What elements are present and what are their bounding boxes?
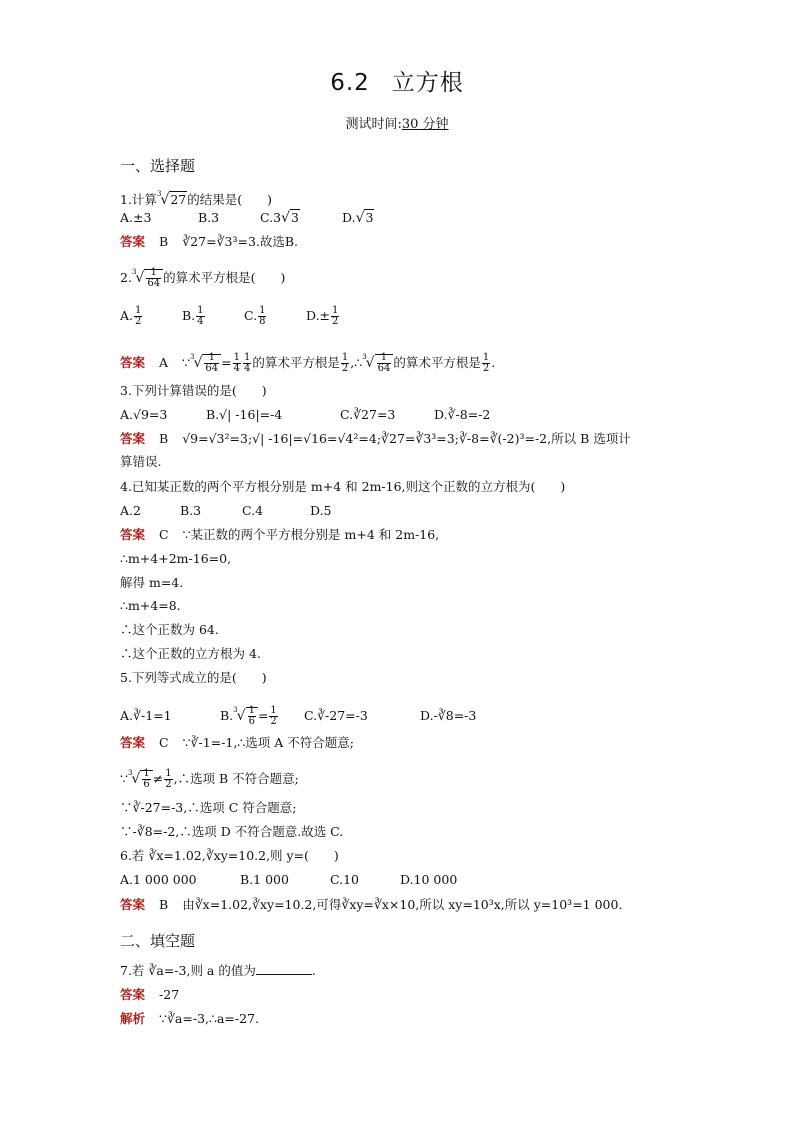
analysis-7 [120,1010,259,1028]
denominator: 6 [248,716,255,727]
answer-text: 的算术平方根是 [252,355,340,370]
numerator: 1 [146,268,161,279]
denominator: 8 [259,316,266,327]
question-7 [120,962,316,980]
q2-stem: 2. [120,270,132,285]
answer-5-line: ∵∛-27=-3,∴选项 C 符合题意; [120,800,297,815]
denominator: 64 [147,278,161,289]
question-6: 6.若 ∛x=1.02,∛xy=10.2,则 y=( ) [120,848,339,863]
answer-letter: B [159,431,169,446]
numerator: 1 [341,352,349,363]
not-equal: ≠ [152,771,164,786]
therefore-symbol: ,∴ [350,355,363,370]
analysis-text: ∵∛a=-3,∴a=-27. [159,1011,259,1026]
denominator: 4 [233,363,240,374]
option-a-text: A. [120,308,134,323]
answer-7 [120,986,179,1004]
answer-end: . [491,355,496,370]
answer-1 [120,233,298,251]
numerator: 1 [165,768,172,779]
section-number: 6.2 [330,70,370,96]
numerator: 1 [270,705,277,716]
answer-line: ∵∛-1=-1,∴选项 A 不符合题意; [182,735,354,750]
answer-4-line: ∴m+4+2m-16=0, [120,551,232,566]
answer-text: -27 [159,987,180,1002]
question-2-options [120,306,340,327]
option-b [182,306,244,327]
denominator: 4 [197,316,204,327]
because-symbol: ∵ [120,771,128,786]
option-a: A.2 [120,503,141,518]
numerator: 1 [204,353,219,364]
analysis-label: 解析 [120,1011,146,1026]
denominator: 2 [341,363,349,374]
radicand: 3 [290,210,299,225]
denominator: 2 [165,779,172,790]
question-3-options [120,406,490,424]
option-b: B.$^3$√ $\frac{1}{6}$ = $\frac{1}{2}$ [220,705,277,727]
denominator: 2 [332,316,339,327]
option-d [306,306,340,327]
option-d: D.√3 [342,210,374,226]
option-d-text: D. [342,210,356,225]
answer-text-tail: 的算术平方根是 [393,355,481,370]
question-5: 5.下列等式成立的是( ) [120,670,267,685]
equals: = [257,708,269,723]
page-title [0,64,794,97]
numerator: 1 [482,352,490,363]
answer-4-line: ∴这个正数的立方根为 4. [120,646,261,661]
answer-letter: C [159,527,169,542]
option-c-text: C.3 [260,210,282,225]
answer-label: 答案 [120,897,146,912]
question-1-options [120,209,374,227]
answer-text: 由∛x=1.02,∛xy=10.2,可得∛xy=∛x×10,所以 xy=10³x,所以 y=10³=1 000. [182,897,623,912]
numerator: 1 [248,705,255,716]
time-label: 测试时间: [345,117,402,132]
option-b: B.3 [180,503,202,518]
q1-stem-end: 的结果是( ) [187,192,272,207]
answer-4-line: 解得 m=4. [120,575,184,590]
option-a [120,306,182,327]
denominator: 64 [377,363,391,374]
option-d-text: D.± [306,308,331,323]
numerator: 1 [332,305,339,316]
answer-label: 答案 [120,431,146,446]
question-1 [120,185,272,209]
radicand: 3 [365,210,374,225]
option-d: D.10 000 [400,872,458,887]
answer-5 [120,734,354,752]
option-a: A.±3 [120,210,152,225]
question-6-options [120,871,457,889]
title-text: 立方根 [391,70,464,96]
option-a: A.√9=3 [120,407,168,422]
q7-stem-end: . [311,963,316,978]
answer-2: 答案 A ∵$^3$√ $\frac{1}{64}$ = $\frac{1}{4}$ $\frac{1}{4}$ 的算术平方根是 $\frac{1}{2}$ ,∴$^3$√ $\frac{1}{64}$ 的算术平方根是 $\frac{1}{2}$ . [120,352,496,374]
option-b-text: B. [182,308,196,323]
answer-text: ,∴选项 B 不符合题意; [173,771,299,786]
answer-6 [120,896,622,914]
answer-letter: C [159,735,169,750]
option-b: B.1 000 [240,872,289,887]
q1-stem: 1.计算 [120,192,157,207]
time-value: 30 分钟 [401,117,449,132]
q7-stem: 7.若 ∛a=-3,则 a 的值为 [120,963,256,978]
option-d: D.5 [310,503,332,518]
answer-text: √9=√3²=3;√| -16|=√16=√4²=4;∛27=∛3³=3;∛-8=∛(-2)³=-2,所以 B 选项计 [182,431,631,446]
answer-label: 答案 [120,987,146,1002]
option-c-text: C. [244,308,258,323]
denominator: 2 [135,316,142,327]
answer-4-line: ∴这个正数为 64. [120,622,219,637]
answer-4-line: ∴m+4=8. [120,598,181,613]
section-heading-fill: 二、填空题 [120,932,196,950]
question-3: 3.下列计算错误的是( ) [120,383,267,398]
answer-blank [256,974,312,975]
answer-5-line: ∵$^3$√ $\frac{1}{6}$ ≠ $\frac{1}{2}$ ,∴选项 B 不符合题意; [120,768,299,790]
denominator: 4 [243,363,251,374]
option-c: C.10 [330,872,359,887]
equals: = [221,355,232,370]
option-a: A.1 000 000 [120,872,197,887]
option-b: B.√| -16|=-4 [206,407,283,422]
question-4: 4.已知某正数的两个平方根分别是 m+4 和 2m-16,则这个正数的立方根为( ) [120,479,566,494]
option-c: C.3√3 [260,210,299,226]
section-heading-choice: 一、选择题 [120,157,196,175]
denominator: 6 [143,779,150,790]
option-a: A.∛-1=1 [120,708,172,723]
answer-3 [120,430,631,448]
denominator: 2 [482,363,490,374]
denominator: 64 [205,363,219,374]
option-c: C.∛-27=-3 [304,708,368,723]
answer-letter: A [159,355,169,370]
numerator: 1 [259,305,266,316]
question-4-options [120,502,332,520]
answer-letter: B [159,234,169,249]
answer-letter: B [159,897,169,912]
answer-label: 答案 [120,234,146,249]
numerator: 1 [233,352,240,363]
question-2: 2.$^3$√ $\frac{1}{64}$ 的算术平方根是( ) [120,267,286,289]
answer-text: ∛27=∛3³=3.故选B. [182,234,299,249]
numerator: 1 [197,305,204,316]
because-symbol: ∵ [182,355,190,370]
test-time [0,113,794,132]
answer-4 [120,526,439,544]
option-c: C.4 [242,503,264,518]
answer-label: 答案 [120,527,146,542]
question-5-options [120,701,476,727]
answer-5-line: ∵-∛8=-2,∴选项 D 不符合题意.故选 C. [120,824,344,839]
answer-line: ∵某正数的两个平方根分别是 m+4 和 2m-16, [182,527,440,542]
option-d: D.∛-8=-2 [434,407,491,422]
numerator: 1 [243,352,251,363]
denominator: 2 [270,716,277,727]
option-c [244,306,306,327]
radicand: 27 [170,192,187,207]
cube-root: $^3$√27 [156,190,187,208]
option-b: B.3 [198,210,220,225]
answer-label: 答案 [120,355,146,370]
q2-stem-end: 的算术平方根是( ) [163,270,286,285]
option-d: D.-∛8=-3 [420,708,477,723]
option-c: C.∛27=3 [340,407,396,422]
numerator: 1 [135,305,142,316]
option-b-text: B. [220,708,234,723]
numerator: 1 [143,768,150,779]
answer-label: 答案 [120,735,146,750]
answer-3-cont: 算错误. [120,454,162,469]
numerator: 1 [377,353,392,364]
